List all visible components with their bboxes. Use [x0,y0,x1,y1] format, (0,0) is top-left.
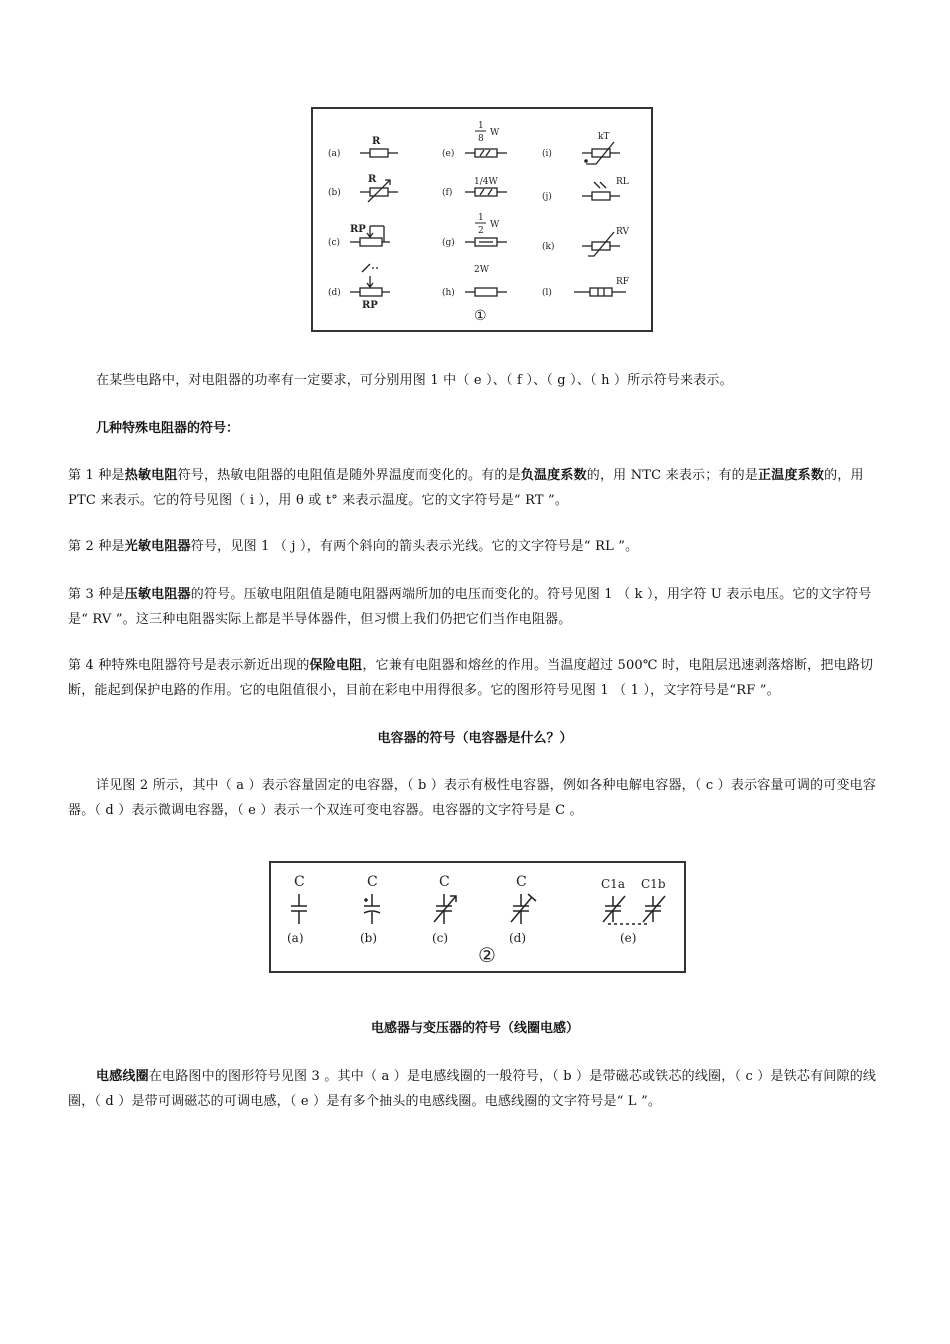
fig2-label-d: (d) [509,931,527,945]
fig1-label-a: (a) [328,149,341,159]
fig1-sym-g-unit: W [490,220,500,230]
heading-special-resistors: 几种特殊电阻器的符号： [96,421,240,436]
fig2-label-a: (a) [287,931,304,945]
term-inductor-coil: 电感线圈 [96,1069,149,1084]
fig2-top-label-a: C [294,874,305,890]
figure-1-resistor-symbols [310,106,655,334]
term-ntc: 负温度系数 [520,468,587,483]
fig2-top-label-d: C [516,874,527,890]
fig1-label-l: (l) [542,288,552,298]
term-varistor: 压敏电阻器 [124,587,191,602]
paragraph-photoresistor: 第 2 种是光敏电阻器符号，见图 1 （ j ），有两个斜向的箭头表示光线。它的文字符号是“ RL ”。 [68,539,639,554]
fig1-sym-c: RP [350,224,366,235]
fig1-label-f: (f) [442,188,453,198]
fig1-label-e: (e) [442,149,455,159]
fig1-number: ① [474,308,487,324]
fig1-sym-f: 1/4W [474,177,498,187]
fig2-label-e: (e) [620,931,637,945]
fig1-sym-h: 2W [474,265,489,275]
fig2-number: ② [478,943,496,967]
heading-capacitor: 电容器的符号（电容器是什么？） [377,731,573,746]
paragraph-thermistor: 第 1 种是热敏电阻符号，热敏电阻器的电阻值是随外界温度而变化的。有的是负温度系数的，用 NTC 来表示；有的是正温度系数的，用 PTC 来表示。它的符号见图（ i ），用 θ 或 t° 来表示温度。它的文字符号是“ RT ”。 [68,468,864,508]
fig1-sym-e-den: 8 [478,134,484,144]
term-thermistor: 热敏电阻 [124,468,178,483]
fig2-top-label-e1: C1a [601,877,625,891]
fig2-top-label-b: C [367,874,378,890]
fig1-label-i: (i) [542,149,552,159]
fig1-sym-l: RF [616,277,630,287]
fig1-label-g: (g) [442,238,455,248]
fig1-sym-e-num: 1 [478,121,484,131]
fig2-top-label-c: C [439,874,450,890]
fig1-sym-b: R [368,174,377,185]
term-fuse-resistor: 保险电阻 [309,658,363,673]
fig1-sym-g-den: 2 [478,226,484,236]
paragraph-power: 在某些电路中，对电阻器的功率有一定要求，可分别用图 1 中（ e ）、（ f ）、（ g ）、（ h ）所示符号来表示。 [96,373,733,388]
fig1-sym-k: RV [616,227,629,237]
fig1-sym-d: RP [362,300,378,311]
fig2-label-b: (b) [360,931,378,945]
fig1-label-k: (k) [542,242,555,252]
fig1-sym-a: R [372,136,381,147]
fig1-label-h: (h) [442,288,455,298]
fig1-label-b: (b) [328,188,341,198]
term-photoresistor: 光敏电阻器 [124,539,191,554]
figure-2-capacitor-symbols [268,860,688,976]
fig1-sym-g-num: 1 [478,213,484,223]
term-ptc: 正温度系数 [758,468,825,483]
paragraph-capacitor: 详见图 2 所示，其中（ a ）表示容量固定的电容器，（ b ）表示有极性电容器，例如各种电解电容器，（ c ）表示容量可调的可变电容器。（ d ）表示微调电容器，（ e ）表示一个双连可变电容器。电容器的文字符号是 C 。 [68,778,877,818]
heading-inductor: 电感器与变压器的符号（线圈电感） [370,1021,579,1036]
paragraph-varistor: 第 3 种是压敏电阻器的符号。压敏电阻阻值是随电阻器两端所加的电压而变化的。符号见图 1 （ k ），用字符 U 表示电压。它的文字符号是“ RV ”。这三种电阻器实际上都是半导体器件，但习惯上我们仍把它们当作电阻器。 [68,587,872,627]
paragraph-inductor: 电感线圈在电路图中的图形符号见图 3 。其中（ a ）是电感线圈的一般符号，（ b ）是带磁芯或铁芯的线圈，（ c ）是铁芯有间隙的线圈，（ d ）是带可调磁芯的可调电感，（ e ）是有多个抽头的电感线圈。电感线圈的文字符号是“ L ”。 [68,1069,877,1109]
fig1-sym-j: RL [616,177,629,187]
fig1-sym-e-unit: W [490,128,500,138]
paragraph-fuse-resistor: 第 4 种特殊电阻器符号是表示新近出现的保险电阻，它兼有电阻器和熔丝的作用。当温度超过 500℃ 时，电阻层迅速剥落熔断，把电路切断，能起到保护电路的作用。它的电阻值很小，目前在彩电中用得很多。它的图形符号见图 1 （ 1 ），文字符号是“RF ”。 [68,658,874,698]
fig1-label-c: (c) [328,238,341,248]
fig2-top-label-e2: C1b [641,877,666,891]
fig2-label-c: (c) [432,931,449,945]
fig1-label-j: (j) [542,192,552,202]
fig1-sym-i: kT [598,132,610,142]
fig1-label-d: (d) [328,288,341,298]
